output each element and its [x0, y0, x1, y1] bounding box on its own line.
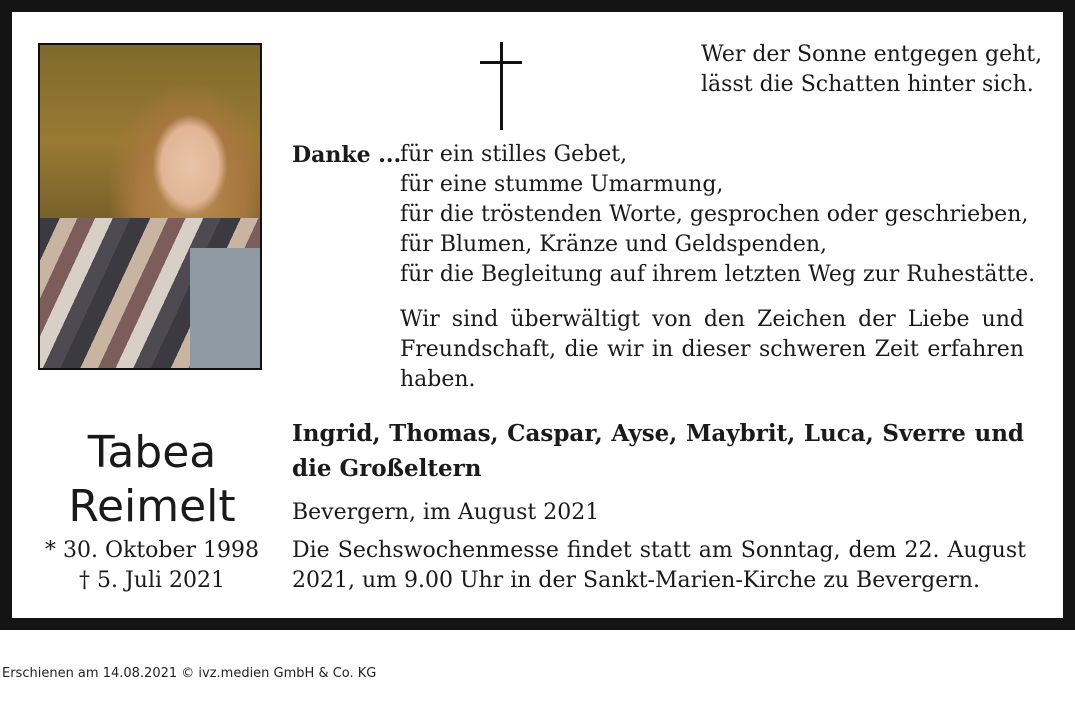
thanks-list: [400, 140, 1035, 290]
quote-line-1: Wer der Sonne entgegen geht,: [701, 42, 1043, 67]
death-date: † 5. Juli 2021: [78, 568, 226, 593]
family-names: Ingrid, Thomas, Caspar, Ayse, Maybrit, Luca, Sverre und die Großeltern: [292, 420, 1024, 482]
thanks-item: für ein stilles Gebet,: [400, 142, 628, 167]
coat-graphic: [190, 248, 260, 368]
thanks-item: für die Begleitung auf ihrem letzten Weg zur Ruhestätte.: [400, 262, 1036, 287]
thanks-item: für die tröstenden Worte, gesprochen oder geschrieben,: [400, 202, 1029, 227]
thanks-paragraph: Wir sind überwältigt von den Zeichen der Liebe und Freundschaft, die wir in dieser schweren Zeit erfahren haben.: [400, 307, 1024, 392]
birth-date: * 30. Oktober 1998: [44, 538, 260, 563]
portrait-photo: [38, 43, 262, 370]
last-name: Reimelt: [68, 481, 236, 532]
quote: [701, 40, 1042, 100]
thanks-lead: Danke ...: [292, 142, 402, 168]
first-name: Tabea: [87, 427, 217, 478]
quote-line-2: lässt die Schatten hinter sich.: [701, 72, 1034, 97]
publication-footer: Erschienen am 14.08.2021 © ivz.medien GmbH & Co. KG: [2, 666, 377, 681]
thanks-item: für Blumen, Kränze und Geldspenden,: [400, 232, 828, 257]
thanks-item: für eine stumme Umarmung,: [400, 172, 724, 197]
place-date: Bevergern, im August 2021: [292, 500, 600, 525]
mass-info: Die Sechswochenmesse findet statt am Sonntag, dem 22. August 2021, um 9.00 Uhr in der Sankt-Marien-Kirche zu Bevergern.: [292, 538, 1026, 593]
cross-icon: [480, 42, 522, 130]
